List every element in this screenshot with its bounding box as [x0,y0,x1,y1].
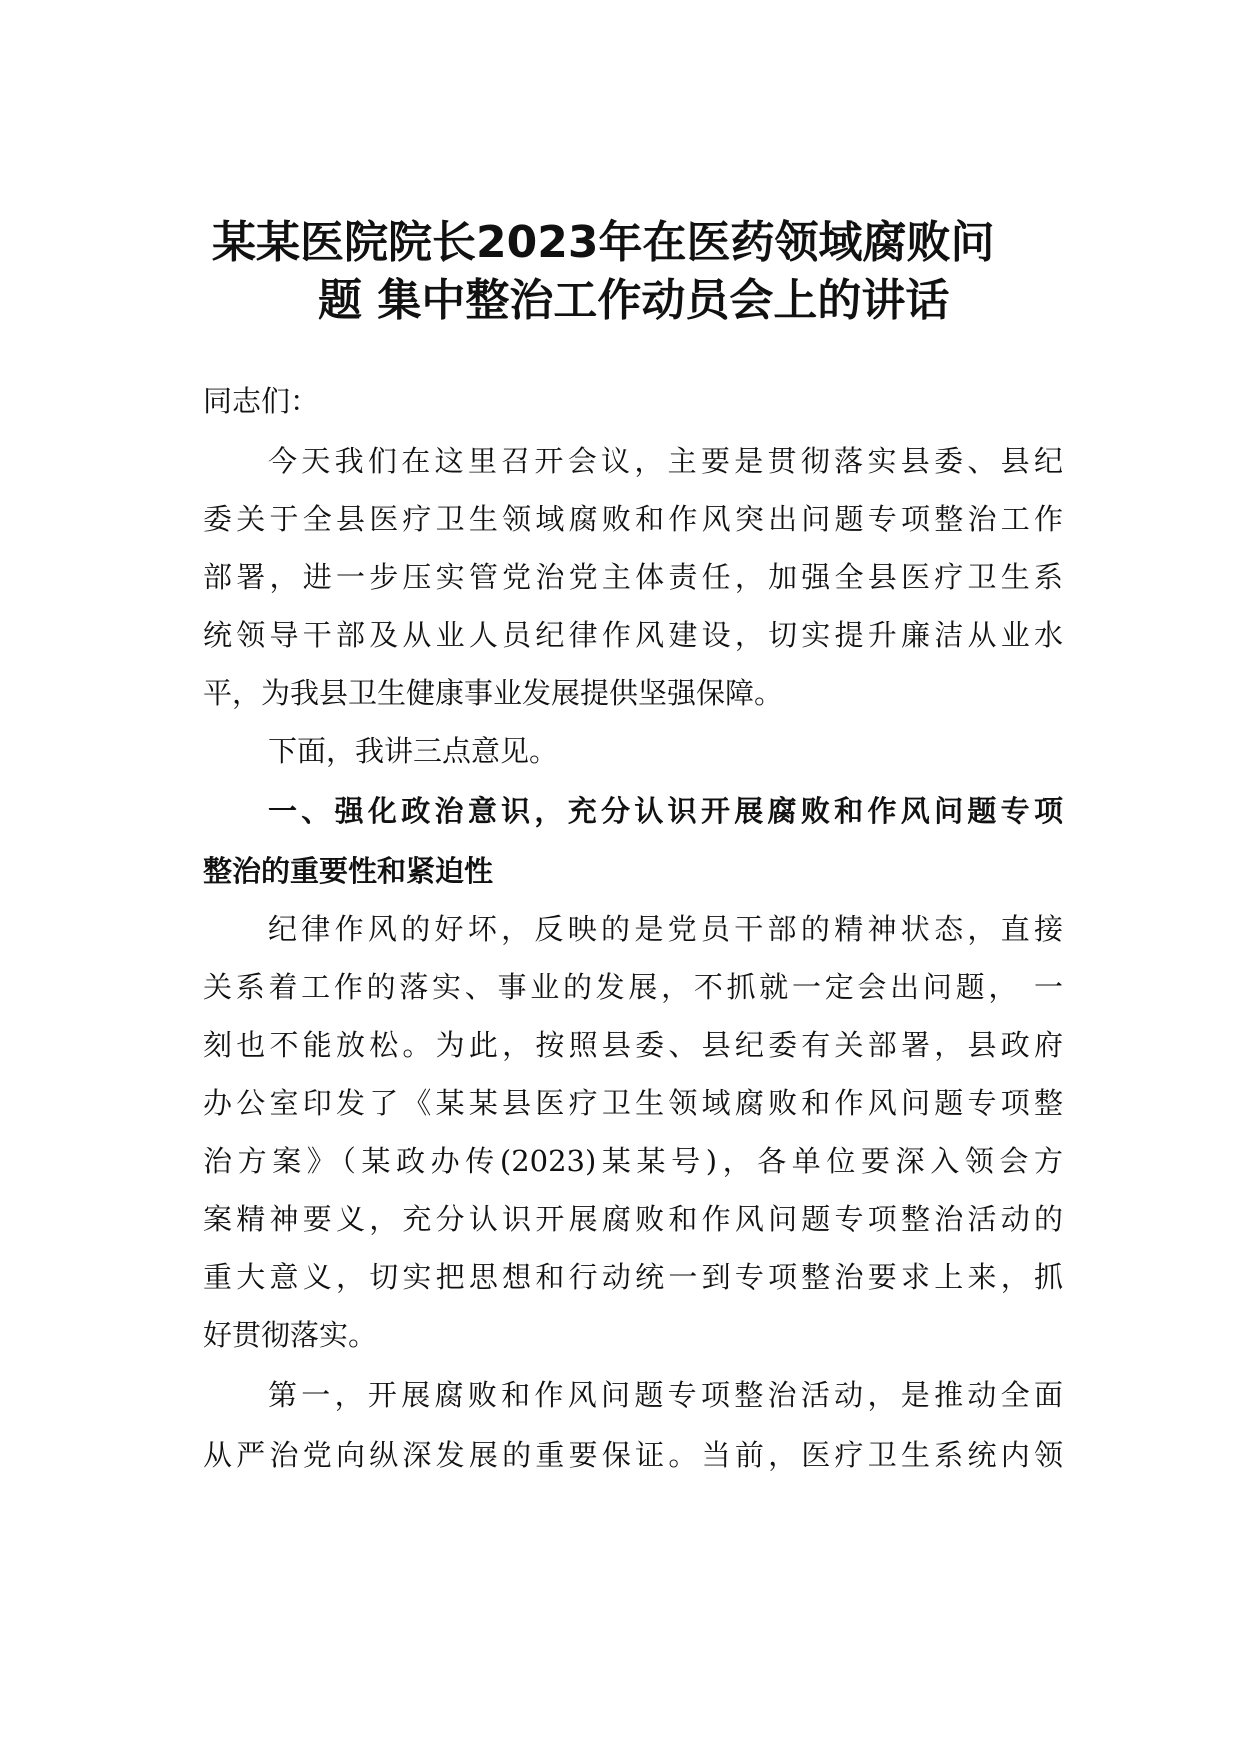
document-title-line-2: 题 集中整治工作动员会上的讲话 [318,275,950,326]
paragraph-4-line: 从严治党向纵深发展的重要保证。当前，医疗卫生系统内领 [203,1438,1063,1472]
paragraph-3-line: 好贯彻落实。 [203,1318,378,1352]
section-heading-line: 一、强化政治意识，充分认识开展腐败和作风问题专项 [268,794,1063,828]
paragraph-3-line: 纪律作风的好坏，反映的是党员干部的精神状态，直接 [268,912,1063,946]
paragraph-4-line: 第一，开展腐败和作风问题专项整治活动，是推动全面 [268,1378,1063,1412]
paragraph-3-line: 关系着工作的落实、事业的发展，不抓就一定会出问题， 一 [203,970,1063,1004]
paragraph-1-line: 统领导干部及从业人员纪律作风建设，切实提升廉洁从业水 [203,618,1063,652]
document-title-line-1: 某某医院院长2023年在医药领域腐败问 [212,217,995,268]
section-heading-line: 整治的重要性和紧迫性 [203,854,494,888]
paragraph-1-line: 今天我们在这里召开会议，主要是贯彻落实县委、县纪 [268,444,1063,478]
paragraph-3-line: 办公室印发了《某某县医疗卫生领域腐败和作风问题专项整 [203,1086,1063,1120]
paragraph-3-line: 重大意义，切实把思想和行动统一到专项整治要求上来，抓 [203,1260,1063,1294]
paragraph-1-line: 平，为我县卫生健康事业发展提供坚强保障。 [203,676,784,710]
paragraph-2: 下面，我讲三点意见。 [268,734,559,768]
salutation: 同志们： [203,384,320,418]
paragraph-1-line: 委关于全县医疗卫生领域腐败和作风突出问题专项整治工作 [203,502,1063,536]
paragraph-3-line: 治方案》（某政办传(2023)某某号)，各单位要深入领会方 [203,1144,1063,1178]
paragraph-3-line: 案精神要义，充分认识开展腐败和作风问题专项整治活动的 [203,1202,1063,1236]
paragraph-3-line: 刻也不能放松。为此，按照县委、县纪委有关部署，县政府 [203,1028,1063,1062]
paragraph-1-line: 部署，进一步压实管党治党主体责任，加强全县医疗卫生系 [203,560,1063,594]
